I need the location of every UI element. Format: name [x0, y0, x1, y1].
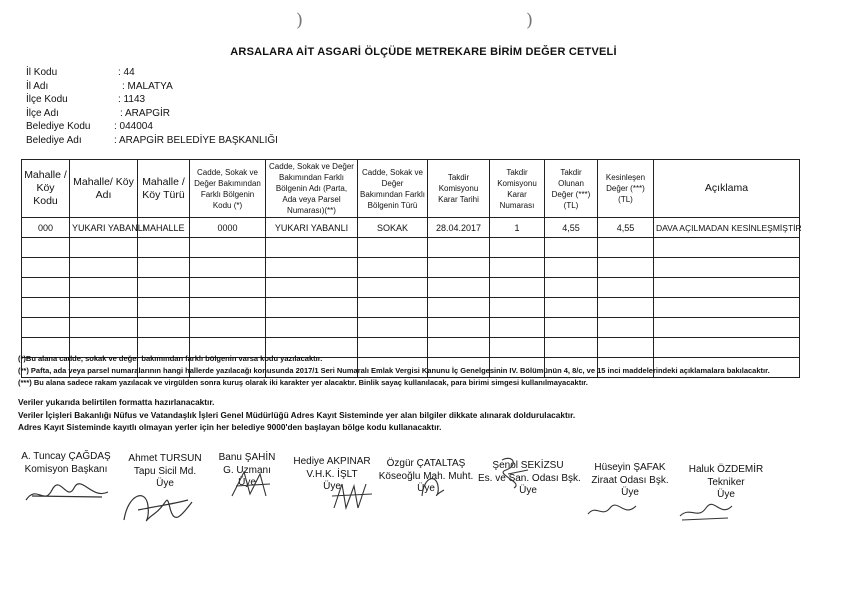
- header-aciklama: Açıklama: [654, 160, 800, 218]
- signatory-role: Üye: [156, 478, 174, 489]
- empty-cell: [190, 238, 266, 258]
- signatory-ziraat: [580, 462, 680, 500]
- header-bolge-kodu: Cadde, Sokak ve Değer Bakımından Farklı Bölgenin Kodu (*): [190, 160, 266, 218]
- empty-row: [22, 238, 800, 258]
- empty-cell: [598, 258, 654, 278]
- empty-cell: [22, 318, 70, 338]
- empty-cell: [545, 318, 598, 338]
- signatory-name: Banu ŞAHİN: [218, 452, 276, 463]
- cell-mahalle-kodu: 000: [22, 218, 70, 238]
- signatory-role: Üye: [621, 487, 639, 498]
- header-takdir-degeri: Takdir Olunan Değer (***) (TL): [545, 160, 598, 218]
- handwritten-signature-8: [676, 498, 736, 524]
- header-mahalle-adi: Mahalle/ Köy Adı: [70, 160, 138, 218]
- empty-cell: [266, 298, 358, 318]
- footnote-2: (**) Pafta, ada veya parsel numaralarının hangi hallerde yazılacağı konusunda 2017/1 Seri Numaralı Emlak Vergisi Kanunu İç Genelgesinin IV. Bölümünün 4, 8/c, ve 15 inci maddelerindeki açıklamalara bakılacaktır.: [18, 366, 770, 375]
- header-mahalle-kodu: Mahalle / Köy Kodu: [22, 160, 70, 218]
- signatory-title: Es. ve San. Odası Bşk.: [478, 472, 581, 484]
- empty-cell: [428, 278, 490, 298]
- empty-cell: [358, 278, 428, 298]
- empty-cell: [266, 258, 358, 278]
- signatory-title: G. Uzmanı: [223, 464, 271, 476]
- info-value: : 1143: [118, 94, 146, 105]
- signatory-name: Hediye AKPINAR: [293, 456, 371, 467]
- cell-kesinlesen-deger: 4,55: [598, 218, 654, 238]
- empty-row: [22, 258, 800, 278]
- empty-cell: [428, 298, 490, 318]
- empty-cell: [70, 278, 138, 298]
- empty-cell: [190, 258, 266, 278]
- empty-cell: [598, 298, 654, 318]
- empty-cell: [358, 318, 428, 338]
- empty-cell: [190, 298, 266, 318]
- signatory-name: Şenol SEKİZSU: [492, 460, 564, 471]
- empty-cell: [22, 298, 70, 318]
- empty-cell: [545, 258, 598, 278]
- info-label: İlçe Kodu: [26, 94, 68, 105]
- empty-row: [22, 278, 800, 298]
- empty-cell: [490, 318, 545, 338]
- cell-mahalle-turu: MAHALLE: [138, 218, 190, 238]
- signatory-title: Ziraat Odası Bşk.: [591, 474, 669, 486]
- signatory-title: Tapu Sicil Md.: [133, 465, 197, 477]
- empty-cell: [428, 318, 490, 338]
- handwritten-signature-4: [330, 478, 374, 514]
- empty-cell: [70, 298, 138, 318]
- signatory-title: Komisyon Başkanı: [24, 463, 108, 475]
- empty-cell: [598, 318, 654, 338]
- empty-cell: [266, 278, 358, 298]
- signatory-name: Haluk ÖZDEMİR: [688, 464, 764, 475]
- handwritten-signature-3: [226, 466, 276, 502]
- info-label: Belediye Kodu: [26, 121, 91, 132]
- signatory-role: Üye: [238, 477, 256, 488]
- unit-value-table: [21, 159, 800, 378]
- handwritten-signature-5: [416, 470, 450, 500]
- info-value: : MALATYA: [122, 80, 173, 92]
- general-note-1: Veriler yukarıda belirtilen formatta hazırlanacaktır.: [18, 397, 215, 407]
- empty-cell: [654, 318, 800, 338]
- handwritten-signature-7: [584, 500, 640, 522]
- header-karar-numarasi: Takdir Komisyonu Karar Numarası: [490, 160, 545, 218]
- document-title: ARSALARA AİT ASGARİ ÖLÇÜDE METREKARE BİRİM DEĞER CETVELİ: [230, 46, 617, 58]
- empty-cell: [266, 238, 358, 258]
- empty-cell: [545, 278, 598, 298]
- cell-aciklama: DAVA AÇILMADAN KESİNLEŞMİŞTİR: [654, 218, 800, 238]
- info-value: : 044004: [114, 121, 153, 132]
- general-note-3: Adres Kayıt Sisteminde kayıtlı olmayan yerler için her belediye 9000'den başlayan bölge kodu kullanacaktır.: [18, 422, 442, 432]
- header-kesinlesen-deger: Kesinleşen Değer (***) (TL): [598, 160, 654, 218]
- cell-karar-tarihi: 28.04.2017: [428, 218, 490, 238]
- info-value: : ARAPGİR BELEDİYE BAŞKANLIĞI: [114, 134, 278, 146]
- header-karar-tarihi: Takdir Komisyonu Karar Tarihi: [428, 160, 490, 218]
- info-label: İl Adı: [26, 80, 49, 92]
- empty-cell: [22, 278, 70, 298]
- signatory-role: Üye: [717, 489, 735, 500]
- empty-cell: [22, 238, 70, 258]
- general-note-2: Veriler İçişleri Bakanlığı Nüfus ve Vatandaşlık İşleri Genel Müdürlüğü Adres Kayıt Sisteminde yer alan bilgiler dikkate alınarak doldurulacaktır.: [18, 409, 576, 420]
- header-mahalle-turu: Mahalle / Köy Türü: [138, 160, 190, 218]
- empty-cell: [358, 258, 428, 278]
- empty-row: [22, 318, 800, 338]
- info-label: İl Kodu: [26, 67, 58, 78]
- header-bolge-turu: Cadde, Sokak ve Değer Bakımından Farklı Bölgenin Türü: [358, 160, 428, 218]
- cell-mahalle-adi: YUKARI YABANLI: [70, 218, 138, 238]
- empty-cell: [490, 298, 545, 318]
- handwritten-signature-2: [118, 484, 198, 526]
- empty-cell: [490, 238, 545, 258]
- empty-cell: [70, 258, 138, 278]
- signatory-name: A. Tuncay ÇAĞDAŞ: [21, 451, 111, 462]
- empty-cell: [654, 258, 800, 278]
- signatory-role: Üye: [519, 485, 537, 496]
- signatory-name: Hüseyin ŞAFAK: [594, 462, 666, 473]
- handwritten-signature-1: [22, 478, 112, 508]
- empty-cell: [490, 278, 545, 298]
- signatory-title: Köseoğlu Mah. Muht.: [378, 470, 474, 482]
- signatory-tekniker: [676, 464, 776, 502]
- signatory-name: Özgür ÇATALTAŞ: [386, 458, 466, 469]
- cell-takdir-degeri: 4,55: [545, 218, 598, 238]
- signatory-role: Üye: [417, 483, 435, 494]
- hole-punch-mark-left: ): [296, 10, 304, 31]
- signatory-name: Ahmet TURSUN: [128, 453, 202, 464]
- empty-cell: [138, 318, 190, 338]
- handwritten-signature-6: [494, 452, 534, 492]
- cell-bolge-kodu: 0000: [190, 218, 266, 238]
- empty-cell: [358, 298, 428, 318]
- header-bolge-adi: Cadde, Sokak ve Değer Bakımından Farklı Bölgenin Adı (Parta, Ada veya Parsel Numarası)(**): [266, 160, 358, 218]
- empty-cell: [138, 278, 190, 298]
- signatory-role: Üye: [323, 481, 341, 492]
- empty-cell: [358, 238, 428, 258]
- empty-cell: [428, 238, 490, 258]
- cell-bolge-turu: SOKAK: [358, 218, 428, 238]
- signatory-title: Tekniker: [707, 476, 745, 488]
- footnotes: [18, 353, 770, 389]
- empty-cell: [654, 278, 800, 298]
- empty-cell: [545, 238, 598, 258]
- cell-bolge-adi: YUKARI YABANLI: [266, 218, 358, 238]
- cell-karar-numarasi: 1: [490, 218, 545, 238]
- empty-cell: [654, 298, 800, 318]
- empty-cell: [654, 238, 800, 258]
- table-header-row: [22, 160, 800, 218]
- empty-cell: [545, 298, 598, 318]
- empty-cell: [266, 318, 358, 338]
- footnote-1: (*)Bu alana cadde, sokak ve değer bakımından farklı bölgenin varsa kodu yazılacaktır.: [18, 354, 323, 363]
- footnote-3: (***) Bu alana sadece rakam yazılacak ve virgülden sonra kuruş olarak iki karakter yer alacaktır. Binlik sayaç kullanılacak, para birimi simgesi kullanılmayacaktır.: [18, 378, 588, 387]
- info-label: Belediye Adı: [26, 134, 82, 146]
- signatory-title: V.H.K. İŞLT: [306, 468, 358, 480]
- empty-row: [22, 298, 800, 318]
- empty-cell: [428, 258, 490, 278]
- empty-cell: [22, 258, 70, 278]
- signatory-commission-president: [18, 451, 114, 476]
- empty-cell: [598, 238, 654, 258]
- empty-cell: [190, 278, 266, 298]
- empty-cell: [138, 298, 190, 318]
- empty-cell: [70, 318, 138, 338]
- hole-punch-mark-right: ): [526, 10, 534, 31]
- info-value: : 44: [118, 67, 135, 78]
- empty-cell: [70, 238, 138, 258]
- info-label: İlçe Adı: [26, 107, 59, 119]
- empty-cell: [138, 238, 190, 258]
- empty-cell: [490, 258, 545, 278]
- empty-cell: [598, 278, 654, 298]
- general-notes: [18, 396, 575, 434]
- info-value: : ARAPGİR: [120, 107, 171, 119]
- empty-cell: [190, 318, 266, 338]
- empty-cell: [138, 258, 190, 278]
- table-row: [22, 218, 800, 238]
